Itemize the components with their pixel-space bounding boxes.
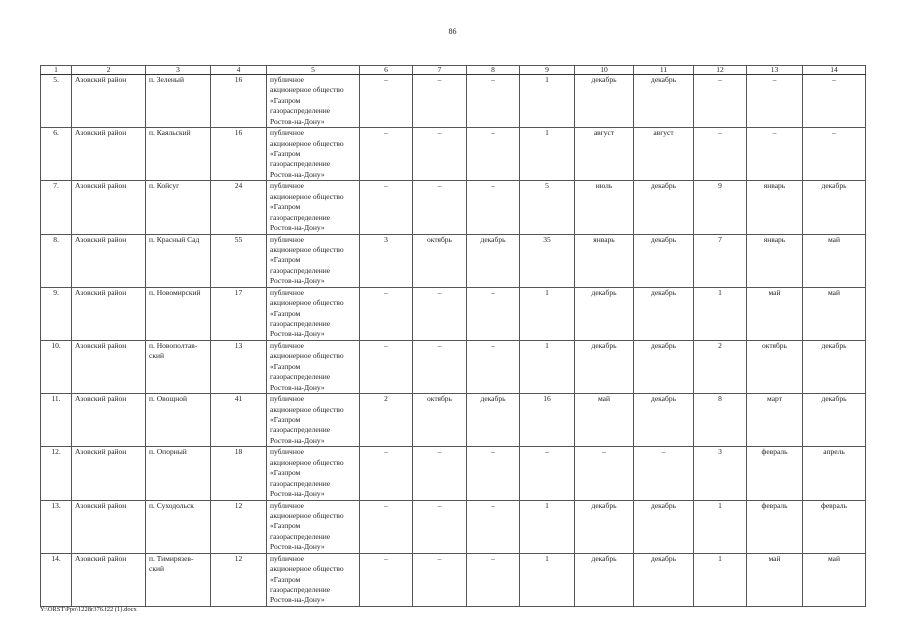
district-cell: Азовский район bbox=[72, 447, 146, 500]
col6-cell: – bbox=[360, 287, 413, 340]
organization-line: публичное bbox=[270, 128, 305, 138]
organization-line: акционерное общество bbox=[270, 404, 344, 414]
organization-line: публичное bbox=[270, 181, 305, 191]
col14-cell: декабрь bbox=[803, 394, 866, 447]
column-header: 5 bbox=[267, 66, 360, 75]
table-row bbox=[41, 181, 866, 234]
count-cell: 18 bbox=[211, 447, 267, 500]
col10-cell: август bbox=[575, 128, 634, 181]
col12-cell: 1 bbox=[694, 287, 747, 340]
table-row bbox=[41, 234, 866, 287]
organization-line: публичное bbox=[270, 75, 305, 84]
col6-cell: – bbox=[360, 181, 413, 234]
column-header: 13 bbox=[747, 66, 803, 75]
col11-cell: декабрь bbox=[634, 553, 694, 606]
col11-cell: декабрь bbox=[634, 234, 694, 287]
organization-line: «Газпром bbox=[270, 95, 301, 105]
organization-line: публичное bbox=[270, 287, 305, 297]
organization-line: «Газпром bbox=[270, 361, 301, 371]
count-cell: 16 bbox=[211, 75, 267, 128]
organization-line: газораспределение bbox=[270, 531, 331, 541]
row-number: 10. bbox=[41, 340, 72, 393]
col7-cell: октябрь bbox=[413, 234, 467, 287]
col11-cell: декабрь bbox=[634, 287, 694, 340]
row-number: 6. bbox=[41, 128, 72, 181]
col9-cell: 35 bbox=[520, 234, 575, 287]
organization-cell bbox=[267, 75, 360, 128]
col9-cell: 1 bbox=[520, 340, 575, 393]
settlement-cell: п. Зеленый bbox=[146, 75, 211, 128]
data-table bbox=[40, 65, 866, 607]
col8-cell: – bbox=[467, 500, 520, 553]
organization-line: «Газпром bbox=[270, 255, 301, 265]
organization-line: акционерное общество bbox=[270, 298, 344, 308]
col6-cell: – bbox=[360, 553, 413, 606]
organization-line: «Газпром bbox=[270, 414, 301, 424]
col13-cell: май bbox=[747, 553, 803, 606]
row-number: 11. bbox=[41, 394, 72, 447]
col12-cell: 3 bbox=[694, 447, 747, 500]
organization-line: публичное bbox=[270, 500, 305, 510]
col6-cell: 3 bbox=[360, 234, 413, 287]
col10-cell: декабрь bbox=[575, 340, 634, 393]
col8-cell: – bbox=[467, 75, 520, 128]
col12-cell: – bbox=[694, 75, 747, 128]
organization-cell bbox=[267, 128, 360, 181]
settlement-cell: п. Тимирязев-ский bbox=[146, 553, 211, 606]
organization-line: газораспределение bbox=[270, 372, 331, 382]
table-row bbox=[41, 287, 866, 340]
table-body bbox=[41, 75, 866, 607]
row-number: 12. bbox=[41, 447, 72, 500]
district-cell: Азовский район bbox=[72, 287, 146, 340]
settlement-cell: п. Новополтав-ский bbox=[146, 340, 211, 393]
column-header: 9 bbox=[520, 66, 575, 75]
organization-line: акционерное общество bbox=[270, 191, 344, 201]
organization-line: акционерное общество bbox=[270, 351, 344, 361]
district-cell: Азовский район bbox=[72, 181, 146, 234]
col12-cell: 9 bbox=[694, 181, 747, 234]
col10-cell: май bbox=[575, 394, 634, 447]
organization-line: Ростов-на-Дону» bbox=[270, 382, 325, 392]
col7-cell: – bbox=[413, 553, 467, 606]
col7-cell: – bbox=[413, 75, 467, 128]
organization-cell bbox=[267, 181, 360, 234]
header-row bbox=[41, 66, 866, 75]
organization-line: «Газпром bbox=[270, 149, 301, 158]
settlement-cell: п. Койсуг bbox=[146, 181, 211, 234]
col6-cell: – bbox=[360, 447, 413, 500]
column-header: 1 bbox=[41, 66, 72, 75]
count-cell: 55 bbox=[211, 234, 267, 287]
organization-line: газораспределение bbox=[270, 425, 331, 435]
row-number: 7. bbox=[41, 181, 72, 234]
settlement-cell: п. Овощной bbox=[146, 394, 211, 447]
col8-cell: – bbox=[467, 340, 520, 393]
district-cell: Азовский район bbox=[72, 394, 146, 447]
col14-cell: май bbox=[803, 287, 866, 340]
organization-line: публичное bbox=[270, 340, 305, 350]
col9-cell: 5 bbox=[520, 181, 575, 234]
col8-cell: – bbox=[467, 553, 520, 606]
organization-line: Ростов-на-Дону» bbox=[270, 169, 325, 179]
col6-cell: – bbox=[360, 340, 413, 393]
organization-line: акционерное общество bbox=[270, 85, 344, 95]
organization-line: «Газпром bbox=[270, 521, 301, 531]
col12-cell: 8 bbox=[694, 394, 747, 447]
col14-cell: декабрь bbox=[803, 181, 866, 234]
settlement-cell: п. Опорный bbox=[146, 447, 211, 500]
table-row bbox=[41, 340, 866, 393]
organization-line: Ростов-на-Дону» bbox=[270, 116, 325, 126]
col9-cell: 1 bbox=[520, 287, 575, 340]
organization-cell bbox=[267, 553, 360, 606]
col10-cell: – bbox=[575, 447, 634, 500]
organization-line: публичное bbox=[270, 394, 305, 404]
organization-line: акционерное общество bbox=[270, 510, 344, 520]
column-header: 4 bbox=[211, 66, 267, 75]
district-cell: Азовский район bbox=[72, 128, 146, 181]
district-cell: Азовский район bbox=[72, 553, 146, 606]
district-cell: Азовский район bbox=[72, 75, 146, 128]
col7-cell: октябрь bbox=[413, 394, 467, 447]
col14-cell: май bbox=[803, 234, 866, 287]
col14-cell: май bbox=[803, 553, 866, 606]
count-cell: 12 bbox=[211, 500, 267, 553]
column-header: 6 bbox=[360, 66, 413, 75]
col14-cell: – bbox=[803, 75, 866, 128]
count-cell: 16 bbox=[211, 128, 267, 181]
organization-line: «Газпром bbox=[270, 468, 301, 478]
col10-cell: январь bbox=[575, 234, 634, 287]
organization-cell bbox=[267, 394, 360, 447]
organization-line: Ростов-на-Дону» bbox=[270, 542, 325, 552]
col13-cell: октябрь bbox=[747, 340, 803, 393]
row-number: 5. bbox=[41, 75, 72, 128]
col8-cell: – bbox=[467, 447, 520, 500]
col11-cell: декабрь bbox=[634, 75, 694, 128]
table-row bbox=[41, 128, 866, 181]
organization-line: газораспределение bbox=[270, 159, 331, 169]
col8-cell: декабрь bbox=[467, 234, 520, 287]
col10-cell: декабрь bbox=[575, 287, 634, 340]
organization-line: газораспределение bbox=[270, 106, 331, 116]
col14-cell: февраль bbox=[803, 500, 866, 553]
row-number: 14. bbox=[41, 553, 72, 606]
col8-cell: декабрь bbox=[467, 394, 520, 447]
col11-cell: декабрь bbox=[634, 500, 694, 553]
district-cell: Азовский район bbox=[72, 340, 146, 393]
organization-line: Ростов-на-Дону» bbox=[270, 223, 325, 232]
col7-cell: – bbox=[413, 340, 467, 393]
count-cell: 12 bbox=[211, 553, 267, 606]
organization-line: акционерное общество bbox=[270, 138, 344, 148]
column-header: 10 bbox=[575, 66, 634, 75]
organization-line: «Газпром bbox=[270, 574, 301, 584]
organization-line: «Газпром bbox=[270, 202, 301, 212]
col13-cell: февраль bbox=[747, 500, 803, 553]
table-row bbox=[41, 553, 866, 606]
col9-cell: 1 bbox=[520, 553, 575, 606]
col7-cell: – bbox=[413, 181, 467, 234]
col9-cell: 1 bbox=[520, 75, 575, 128]
settlement-cell: п. Каяльский bbox=[146, 128, 211, 181]
col9-cell: 16 bbox=[520, 394, 575, 447]
col6-cell: 2 bbox=[360, 394, 413, 447]
col11-cell: декабрь bbox=[634, 340, 694, 393]
organization-line: акционерное общество bbox=[270, 564, 344, 574]
organization-line: акционерное общество bbox=[270, 244, 344, 254]
col9-cell: – bbox=[520, 447, 575, 500]
col8-cell: – bbox=[467, 181, 520, 234]
col9-cell: 1 bbox=[520, 128, 575, 181]
col6-cell: – bbox=[360, 500, 413, 553]
column-header: 7 bbox=[413, 66, 467, 75]
col7-cell: – bbox=[413, 500, 467, 553]
organization-line: Ростов-на-Дону» bbox=[270, 488, 325, 498]
col13-cell: март bbox=[747, 394, 803, 447]
col8-cell: – bbox=[467, 287, 520, 340]
organization-line: газораспределение bbox=[270, 584, 331, 594]
col9-cell: 1 bbox=[520, 500, 575, 553]
column-header: 14 bbox=[803, 66, 866, 75]
column-header: 2 bbox=[72, 66, 146, 75]
file-path: Y:\ORST\Ppo\1228r376.f22 (1).docx bbox=[40, 606, 137, 613]
organization-cell bbox=[267, 287, 360, 340]
col14-cell: апрель bbox=[803, 447, 866, 500]
row-number: 8. bbox=[41, 234, 72, 287]
col6-cell: – bbox=[360, 75, 413, 128]
organization-line: газораспределение bbox=[270, 318, 331, 328]
col13-cell: – bbox=[747, 128, 803, 181]
col12-cell: 7 bbox=[694, 234, 747, 287]
col13-cell: январь bbox=[747, 181, 803, 234]
count-cell: 17 bbox=[211, 287, 267, 340]
organization-line: акционерное общество bbox=[270, 457, 344, 467]
count-cell: 24 bbox=[211, 181, 267, 234]
organization-line: Ростов-на-Дону» bbox=[270, 595, 325, 605]
col11-cell: декабрь bbox=[634, 181, 694, 234]
col10-cell: декабрь bbox=[575, 75, 634, 128]
column-header: 8 bbox=[467, 66, 520, 75]
organization-line: газораспределение bbox=[270, 478, 331, 488]
page-number: 86 bbox=[448, 27, 457, 36]
organization-cell bbox=[267, 340, 360, 393]
col11-cell: август bbox=[634, 128, 694, 181]
col12-cell: 1 bbox=[694, 553, 747, 606]
col7-cell: – bbox=[413, 128, 467, 181]
col14-cell: декабрь bbox=[803, 340, 866, 393]
district-cell: Азовский район bbox=[72, 234, 146, 287]
col13-cell: – bbox=[747, 75, 803, 128]
column-header: 3 bbox=[146, 66, 211, 75]
col7-cell: – bbox=[413, 447, 467, 500]
col13-cell: май bbox=[747, 287, 803, 340]
col11-cell: декабрь bbox=[634, 394, 694, 447]
organization-line: газораспределение bbox=[270, 212, 331, 222]
column-header: 12 bbox=[694, 66, 747, 75]
organization-line: Ростов-на-Дону» bbox=[270, 435, 325, 445]
col7-cell: – bbox=[413, 287, 467, 340]
col12-cell: 2 bbox=[694, 340, 747, 393]
district-cell: Азовский район bbox=[72, 500, 146, 553]
col10-cell: декабрь bbox=[575, 500, 634, 553]
organization-line: «Газпром bbox=[270, 308, 301, 318]
col10-cell: декабрь bbox=[575, 553, 634, 606]
settlement-cell: п. Новомирский bbox=[146, 287, 211, 340]
col14-cell: – bbox=[803, 128, 866, 181]
settlement-cell: п. Красный Сад bbox=[146, 234, 211, 287]
count-cell: 41 bbox=[211, 394, 267, 447]
row-number: 13. bbox=[41, 500, 72, 553]
table-row bbox=[41, 394, 866, 447]
organization-line: публичное bbox=[270, 553, 305, 563]
table-row bbox=[41, 75, 866, 128]
col6-cell: – bbox=[360, 128, 413, 181]
col10-cell: июль bbox=[575, 181, 634, 234]
column-header: 11 bbox=[634, 66, 694, 75]
organization-cell bbox=[267, 234, 360, 287]
col8-cell: – bbox=[467, 128, 520, 181]
organization-cell bbox=[267, 500, 360, 553]
organization-line: публичное bbox=[270, 234, 305, 244]
col13-cell: январь bbox=[747, 234, 803, 287]
col11-cell: – bbox=[634, 447, 694, 500]
settlement-cell: п. Суходольск bbox=[146, 500, 211, 553]
row-number: 9. bbox=[41, 287, 72, 340]
organization-line: Ростов-на-Дону» bbox=[270, 276, 325, 286]
organization-cell bbox=[267, 447, 360, 500]
col12-cell: 1 bbox=[694, 500, 747, 553]
organization-line: Ростов-на-Дону» bbox=[270, 329, 325, 339]
col12-cell: – bbox=[694, 128, 747, 181]
col13-cell: февраль bbox=[747, 447, 803, 500]
count-cell: 13 bbox=[211, 340, 267, 393]
table-row bbox=[41, 447, 866, 500]
table-row bbox=[41, 500, 866, 553]
organization-line: публичное bbox=[270, 447, 305, 457]
organization-line: газораспределение bbox=[270, 265, 331, 275]
